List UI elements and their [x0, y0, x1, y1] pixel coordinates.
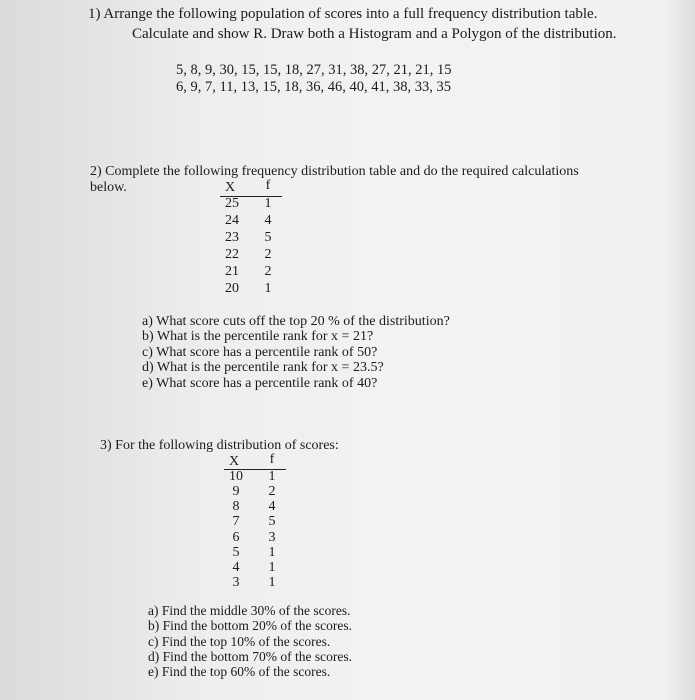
problem2-row-f: 5 — [264, 230, 272, 245]
problem2-question-a: a) What score cuts off the top 20 % of the distribution? — [142, 314, 450, 329]
problem1-data-row2: 6, 9, 7, 11, 13, 15, 18, 36, 46, 40, 41, 38, 33, 35 — [176, 79, 451, 95]
problem2-row-f: 1 — [264, 281, 272, 296]
problem3-row-x: 10 — [229, 469, 243, 484]
problem3-row-x: 3 — [232, 575, 240, 590]
problem3-frequency-table — [222, 452, 292, 592]
problem3-row-f: 2 — [268, 484, 276, 499]
problem3-line1: 3) For the following distribution of scores: — [100, 438, 339, 453]
problem3-row-f: 1 — [268, 575, 276, 590]
problem3-row-x: 8 — [232, 499, 240, 514]
problem2-row-x: 24 — [225, 213, 239, 228]
problem2-row-x: 21 — [225, 264, 239, 279]
problem2-row-x: 22 — [225, 247, 239, 262]
problem2-row-x: 25 — [225, 196, 239, 211]
problem3-row-f: 3 — [268, 530, 276, 545]
problem3-row-f: 1 — [268, 560, 276, 575]
problem2-line1: 2) Complete the following frequency distribution table and do the required calculations — [90, 164, 579, 179]
problem2-row-x: 20 — [225, 281, 239, 296]
problem3-row-x: 5 — [232, 545, 240, 560]
problem2-row-f: 1 — [264, 196, 272, 211]
problem3-row-f: 4 — [268, 499, 276, 514]
problem2-row-f: 2 — [264, 247, 272, 262]
problem3-question-c: c) Find the top 10% of the scores. — [148, 634, 331, 649]
problem3-question-e: e) Find the top 60% of the scores. — [148, 664, 331, 679]
problem3-row-x: 6 — [232, 530, 240, 545]
problem1-data-row1: 5, 8, 9, 30, 15, 15, 18, 27, 31, 38, 27, 21, 21, 15 — [176, 62, 452, 78]
problem2-x-header: X — [224, 180, 236, 195]
problem2-row-f: 4 — [264, 213, 272, 228]
problem2-frequency-table — [218, 178, 288, 298]
problem3-row-f: 1 — [268, 469, 276, 484]
problem3-question-a: a) Find the middle 30% of the scores. — [148, 603, 351, 618]
problem3-x-header: X — [228, 454, 240, 469]
problem2-row-f: 2 — [264, 264, 272, 279]
problem2-question-b: b) What is the percentile rank for x = 21? — [142, 329, 374, 344]
problem2-line2: below. — [90, 180, 127, 195]
problem3-row-x: 7 — [232, 514, 240, 529]
problem3-question-d: d) Find the bottom 70% of the scores. — [148, 649, 352, 664]
problem3-row-f: 1 — [268, 545, 276, 560]
problem3-row-x: 4 — [232, 560, 240, 575]
problem3-f-header: f — [269, 452, 275, 467]
problem1-line1: 1) Arrange the following population of scores into a full frequency distribution table. — [88, 6, 598, 22]
problem3-row-x: 9 — [232, 484, 240, 499]
problem2-f-header: f — [265, 178, 271, 193]
problem2-row-x: 23 — [225, 230, 239, 245]
problem2-question-c: c) What score has a percentile rank of 50? — [142, 345, 378, 360]
problem3-row-f: 5 — [268, 514, 276, 529]
problem3-question-b: b) Find the bottom 20% of the scores. — [148, 618, 352, 633]
problem2-question-d: d) What is the percentile rank for x = 23.5? — [142, 360, 384, 375]
problem1-line2: Calculate and show R. Draw both a Histogram and a Polygon of the distribution. — [132, 26, 617, 42]
problem2-question-e: e) What score has a percentile rank of 40? — [142, 376, 378, 391]
